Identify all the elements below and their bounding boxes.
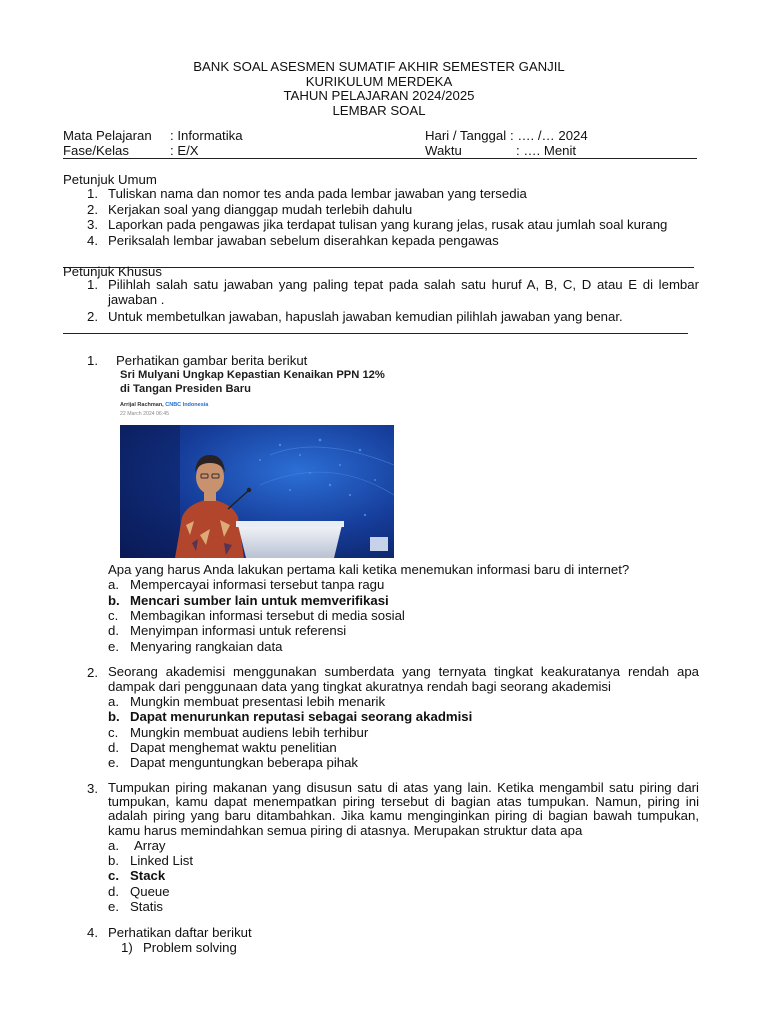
news-outlet: CNBC Indonesia xyxy=(165,402,209,408)
meta-row-subject xyxy=(63,128,697,143)
answer-option: a. Mempercayai informasi tersebut tanpa ragu xyxy=(108,577,385,593)
answer-option: c. Mungkin membuat audiens lebih terhibur xyxy=(108,724,369,740)
header-curriculum: KURIKULUM MERDEKA xyxy=(305,73,453,89)
time-value: : …. Menit xyxy=(516,143,577,158)
document-header xyxy=(0,60,758,118)
header-school-year: TAHUN PELAJARAN 2024/2025 xyxy=(283,88,475,103)
answer-option: e. Statis xyxy=(108,899,163,914)
answer-option: d. Menyimpan informasi untuk referensi xyxy=(108,623,347,639)
answer-option: e. Menyaring rangkaian data xyxy=(108,638,283,654)
date-value: : …. /… 2024 xyxy=(510,128,588,143)
question-stem: Tumpukan piring makanan yang disusun satu di atas yang lain. Ketika mengambil satu piring dari tumpukan, kamu dapat menempatkan piring tersebut di bagian atas tumpukan. Namun, piring ini adalah piring yang baru ditambahkan. Jika kamu menginginkan piring di bagian bawah tumpukan, kamu harus memindahkan semua piring di atasnya. Merupakan struktur data apa xyxy=(108,780,699,838)
time-label: Waktu xyxy=(425,143,462,158)
special-divider xyxy=(63,333,688,334)
question-stem: Apa yang harus Anda lakukan pertama kali ketika menemukan informasi baru di internet? xyxy=(108,562,630,577)
header-title: BANK SOAL ASESMEN SUMATIF AKHIR SEMESTER GANJIL xyxy=(193,59,565,74)
news-screenshot xyxy=(120,368,394,558)
answer-option: a. Array xyxy=(108,837,166,853)
answer-option: b. Linked List xyxy=(108,853,194,869)
general-instructions-title: Petunjuk Umum xyxy=(63,172,157,187)
answer-option-correct: b. Dapat menurunkan reputasi sebagai seorang akadmisi xyxy=(108,709,473,725)
meta-row-class xyxy=(63,143,697,158)
header-sheet-name: LEMBAR SOAL xyxy=(332,102,426,118)
class-value: : E/X xyxy=(170,143,199,158)
subject-value: : Informatika xyxy=(170,128,243,143)
answer-option-correct: b. Mencari sumber lain untuk memverifikasi xyxy=(108,592,389,608)
answer-option: e. Dapat menguntungkan beberapa pihak xyxy=(108,755,359,771)
answer-option: c. Membagikan informasi tersebut di media sosial xyxy=(108,608,405,623)
news-date: 22 March 2024 06:45 xyxy=(120,411,170,417)
question-stem: Seorang akademisi menggunakan sumberdata yang ternyata tingkat keakuratanya rendah apa dampak dari penggunaan data yang tingkat akuratnya rendah bagi seorang akademisi xyxy=(108,664,699,694)
news-author: Arrijal Rachman, CNBC Indonesia xyxy=(120,402,209,408)
answer-option: a. Mungkin membuat presentasi lebih menarik xyxy=(108,694,386,709)
class-label: Fase/Kelas xyxy=(63,143,129,158)
news-photo xyxy=(120,425,394,558)
meta-divider xyxy=(63,158,697,159)
special-instructions-title: Petunjuk Khusus xyxy=(63,264,162,279)
subject-label: Mata Pelajaran xyxy=(63,128,152,143)
question-intro: Perhatikan gambar berita berikut xyxy=(116,353,308,368)
answer-option: d. Dapat menghemat waktu penelitian xyxy=(108,739,337,755)
speaker-photo-icon xyxy=(120,425,394,558)
question-stem: Perhatikan daftar berikut xyxy=(108,925,252,940)
news-headline: Sri Mulyani Ungkap Kepastian Kenaikan PPN 12% di Tangan Presiden Baru xyxy=(120,369,385,395)
date-label: Hari / Tanggal xyxy=(425,128,507,143)
sub-item: 1) Problem solving xyxy=(121,940,237,956)
answer-option: d. Queue xyxy=(108,883,170,899)
answer-option-correct: c. Stack xyxy=(108,868,166,884)
